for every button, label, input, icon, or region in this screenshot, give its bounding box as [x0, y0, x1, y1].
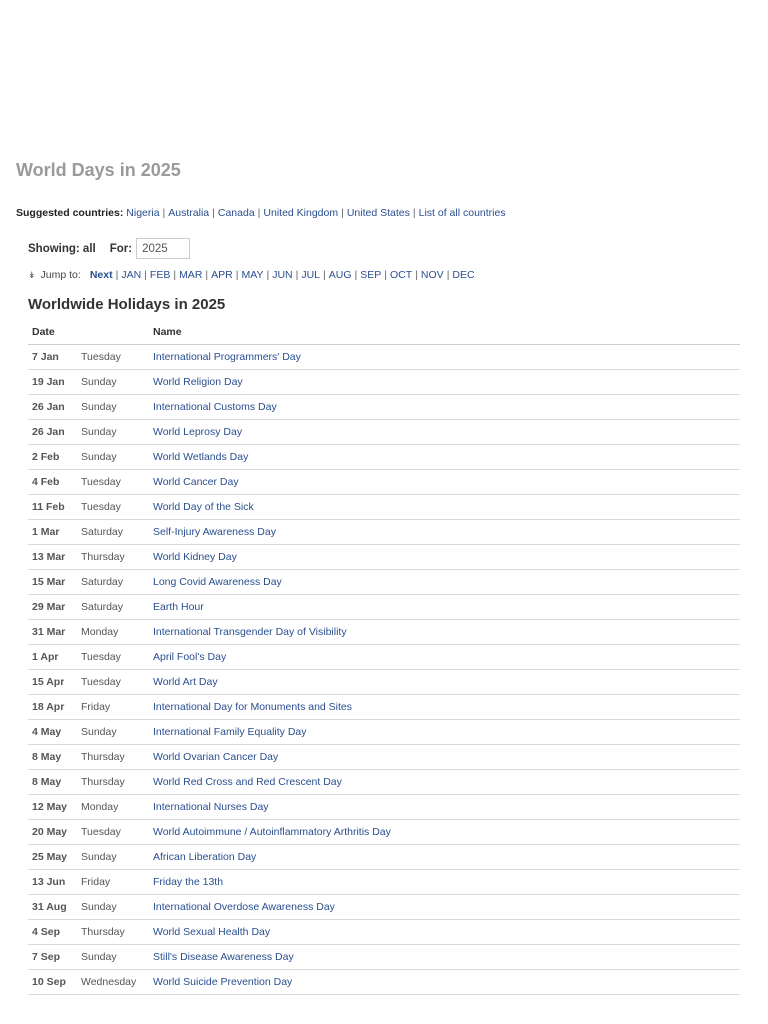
holiday-date: 31 Mar — [28, 620, 77, 645]
holiday-date: 13 Jun — [28, 870, 77, 895]
separator: | — [354, 269, 358, 281]
holiday-weekday: Saturday — [77, 595, 149, 620]
year-input[interactable] — [136, 238, 190, 259]
table-row — [28, 820, 740, 845]
holiday-weekday: Thursday — [77, 920, 149, 945]
holiday-link[interactable]: International Customs Day — [153, 401, 277, 413]
year-label: For: — [109, 242, 133, 255]
jump-to-label: Jump to: — [40, 269, 81, 281]
table-row — [28, 520, 740, 545]
holiday-weekday: Saturday — [77, 570, 149, 595]
separator: | — [323, 269, 326, 281]
table-row — [28, 920, 740, 945]
month-link-feb[interactable]: FEB — [149, 269, 171, 281]
holiday-name-cell — [149, 520, 740, 545]
table-row — [28, 945, 740, 970]
holiday-name-cell — [149, 770, 740, 795]
holiday-link[interactable]: World Kidney Day — [153, 551, 237, 563]
holiday-link[interactable]: World Red Cross and Red Crescent Day — [153, 776, 342, 788]
holiday-date: 7 Sep — [28, 945, 77, 970]
holiday-link[interactable]: International Day for Monuments and Sites — [153, 701, 353, 713]
month-link-apr[interactable]: APR — [211, 269, 233, 281]
separator: | — [295, 269, 299, 281]
holiday-weekday: Tuesday — [77, 345, 149, 370]
table-row — [28, 445, 740, 470]
showing-filter[interactable]: Showing: all — [28, 242, 96, 255]
holiday-date: 29 Mar — [28, 595, 77, 620]
holiday-link[interactable]: World Religion Day — [153, 376, 243, 388]
table-row — [28, 570, 740, 595]
holiday-link[interactable]: World Leprosy Day — [153, 426, 243, 438]
page-title: World Days in 2025 — [16, 160, 181, 180]
table-row — [28, 845, 740, 870]
holiday-date: 11 Feb — [28, 495, 77, 520]
holiday-name-cell — [149, 920, 740, 945]
table-row — [28, 895, 740, 920]
holiday-weekday: Thursday — [77, 745, 149, 770]
holiday-date: 2 Feb — [28, 445, 77, 470]
table-row — [28, 345, 740, 370]
holiday-link[interactable]: International Family Equality Day — [153, 726, 307, 738]
separator: | — [266, 269, 270, 281]
holiday-date: 7 Jan — [28, 345, 77, 370]
holiday-date: 20 May — [28, 820, 77, 845]
holiday-name-cell — [149, 895, 740, 920]
holiday-weekday: Sunday — [77, 370, 149, 395]
holiday-name-cell — [149, 720, 740, 745]
holiday-date: 15 Apr — [28, 670, 77, 695]
table-row — [28, 870, 740, 895]
month-link-may[interactable]: MAY — [241, 269, 264, 281]
holiday-name-cell — [149, 945, 740, 970]
country-link[interactable]: Canada — [217, 207, 255, 219]
holiday-name-cell — [149, 795, 740, 820]
holiday-name-cell — [149, 745, 740, 770]
separator: | — [446, 269, 450, 281]
jump-next-link[interactable]: Next — [89, 269, 113, 281]
holiday-link[interactable]: Self-Injury Awareness Day — [153, 526, 276, 538]
month-link-oct[interactable]: OCT — [390, 269, 413, 281]
table-row — [28, 745, 740, 770]
holiday-weekday: Monday — [77, 795, 149, 820]
suggested-countries — [16, 207, 506, 219]
month-link-aug[interactable]: AUG — [328, 269, 352, 281]
holiday-weekday: Tuesday — [77, 470, 149, 495]
holiday-date: 13 Mar — [28, 545, 77, 570]
table-row — [28, 795, 740, 820]
country-link[interactable]: United Kingdom — [263, 207, 339, 219]
country-link[interactable]: United States — [346, 207, 410, 219]
holiday-weekday: Sunday — [77, 420, 149, 445]
holiday-link[interactable]: International Nurses Day — [153, 801, 269, 813]
country-link[interactable]: Australia — [168, 207, 210, 219]
table-row — [28, 545, 740, 570]
holiday-name-cell — [149, 595, 740, 620]
country-link[interactable]: Nigeria — [126, 207, 160, 219]
separator: | — [212, 207, 215, 219]
separator: | — [257, 207, 261, 219]
holidays-table — [28, 320, 740, 995]
month-link-jul[interactable]: JUL — [301, 269, 321, 281]
suggested-countries-label: Suggested countries: — [16, 207, 124, 219]
double-chevron-down-icon: ↡ — [28, 269, 36, 280]
holiday-link[interactable]: Earth Hour — [153, 601, 204, 613]
month-link-sep[interactable]: SEP — [360, 269, 382, 281]
holiday-date: 4 May — [28, 720, 77, 745]
holiday-link[interactable]: World Ovarian Cancer Day — [153, 751, 279, 763]
separator: | — [162, 207, 166, 219]
holiday-link[interactable]: April Fool's Day — [153, 651, 227, 663]
holiday-name-cell — [149, 845, 740, 870]
holiday-weekday: Sunday — [77, 845, 149, 870]
table-row — [28, 695, 740, 720]
month-link-jun[interactable]: JUN — [272, 269, 293, 281]
month-link-dec[interactable]: DEC — [452, 269, 475, 281]
holiday-name-cell — [149, 970, 740, 995]
holiday-link[interactable]: Friday the 13th — [153, 876, 224, 888]
holiday-link[interactable]: International Overdose Awareness Day — [153, 901, 335, 913]
holiday-weekday: Sunday — [77, 945, 149, 970]
holiday-weekday: Sunday — [77, 445, 149, 470]
holiday-name-cell — [149, 420, 740, 445]
separator: | — [173, 269, 177, 281]
holiday-link[interactable]: World Wetlands Day — [153, 451, 249, 463]
table-row — [28, 720, 740, 745]
holiday-link[interactable]: World Day of the Sick — [153, 501, 254, 513]
holiday-name-cell — [149, 645, 740, 670]
holiday-date: 8 May — [28, 745, 77, 770]
holiday-name-cell — [149, 620, 740, 645]
holiday-date: 1 Apr — [28, 645, 77, 670]
separator: | — [384, 269, 388, 281]
table-row — [28, 970, 740, 995]
holiday-link[interactable]: Still's Disease Awareness Day — [153, 951, 294, 963]
holiday-link[interactable]: African Liberation Day — [153, 851, 257, 863]
holiday-date: 31 Aug — [28, 895, 77, 920]
holiday-weekday: Thursday — [77, 770, 149, 795]
holiday-link[interactable]: International Transgender Day of Visibility — [153, 626, 347, 638]
holiday-name-cell — [149, 495, 740, 520]
table-row — [28, 645, 740, 670]
holiday-date: 10 Sep — [28, 970, 77, 995]
holiday-weekday: Sunday — [77, 895, 149, 920]
holiday-date: 25 May — [28, 845, 77, 870]
table-row — [28, 670, 740, 695]
separator: | — [412, 207, 416, 219]
holiday-name-cell — [149, 695, 740, 720]
holiday-name-cell — [149, 820, 740, 845]
holiday-weekday: Tuesday — [77, 645, 149, 670]
holiday-weekday: Monday — [77, 620, 149, 645]
column-header-name: Name — [149, 320, 740, 345]
holiday-name-cell — [149, 445, 740, 470]
holiday-weekday: Sunday — [77, 395, 149, 420]
holiday-date: 15 Mar — [28, 570, 77, 595]
separator: | — [144, 269, 147, 281]
holiday-date: 18 Apr — [28, 695, 77, 720]
holiday-date: 4 Feb — [28, 470, 77, 495]
holiday-link[interactable]: Long Covid Awareness Day — [153, 576, 282, 588]
section-title: Worldwide Holidays in 2025 — [28, 296, 226, 313]
holiday-name-cell — [149, 370, 740, 395]
column-header-date: Date — [28, 320, 77, 345]
holiday-name-cell — [149, 395, 740, 420]
filter-bar — [28, 236, 190, 261]
separator: | — [205, 269, 209, 281]
column-header-day — [77, 320, 149, 345]
separator: | — [115, 269, 119, 281]
holiday-link[interactable]: World Suicide Prevention Day — [153, 976, 293, 988]
holiday-weekday: Sunday — [77, 720, 149, 745]
holiday-weekday: Friday — [77, 695, 149, 720]
holiday-date: 8 May — [28, 770, 77, 795]
holiday-name-cell — [149, 345, 740, 370]
holiday-weekday: Tuesday — [77, 670, 149, 695]
separator: | — [235, 269, 239, 281]
holiday-date: 19 Jan — [28, 370, 77, 395]
holiday-name-cell — [149, 670, 740, 695]
table-row — [28, 370, 740, 395]
month-link-nov[interactable]: NOV — [420, 269, 444, 281]
holiday-date: 4 Sep — [28, 920, 77, 945]
holiday-weekday: Tuesday — [77, 820, 149, 845]
jump-to-nav — [28, 269, 475, 281]
holiday-link[interactable]: World Sexual Health Day — [153, 926, 271, 938]
holiday-name-cell — [149, 570, 740, 595]
holiday-link[interactable]: World Cancer Day — [153, 476, 239, 488]
holiday-link[interactable]: International Programmers' Day — [153, 351, 301, 363]
holiday-weekday: Friday — [77, 870, 149, 895]
holiday-weekday: Saturday — [77, 520, 149, 545]
holiday-name-cell — [149, 870, 740, 895]
table-row — [28, 420, 740, 445]
table-row — [28, 770, 740, 795]
month-link-jan[interactable]: JAN — [121, 269, 142, 281]
holiday-date: 1 Mar — [28, 520, 77, 545]
holiday-name-cell — [149, 545, 740, 570]
country-link[interactable]: List of all countries — [418, 207, 506, 219]
holiday-weekday: Thursday — [77, 545, 149, 570]
table-row — [28, 395, 740, 420]
holiday-weekday: Tuesday — [77, 495, 149, 520]
holiday-link[interactable]: World Autoimmune / Autoinflammatory Arthritis Day — [153, 826, 391, 838]
holiday-date: 26 Jan — [28, 395, 77, 420]
table-header-row — [28, 320, 740, 345]
month-link-mar[interactable]: MAR — [179, 269, 203, 281]
separator: | — [341, 207, 344, 219]
table-row — [28, 470, 740, 495]
table-row — [28, 620, 740, 645]
holiday-link[interactable]: World Art Day — [153, 676, 218, 688]
holiday-name-cell — [149, 470, 740, 495]
holiday-date: 12 May — [28, 795, 77, 820]
table-row — [28, 595, 740, 620]
holiday-date: 26 Jan — [28, 420, 77, 445]
holiday-weekday: Wednesday — [77, 970, 149, 995]
table-row — [28, 495, 740, 520]
separator: | — [415, 269, 418, 281]
